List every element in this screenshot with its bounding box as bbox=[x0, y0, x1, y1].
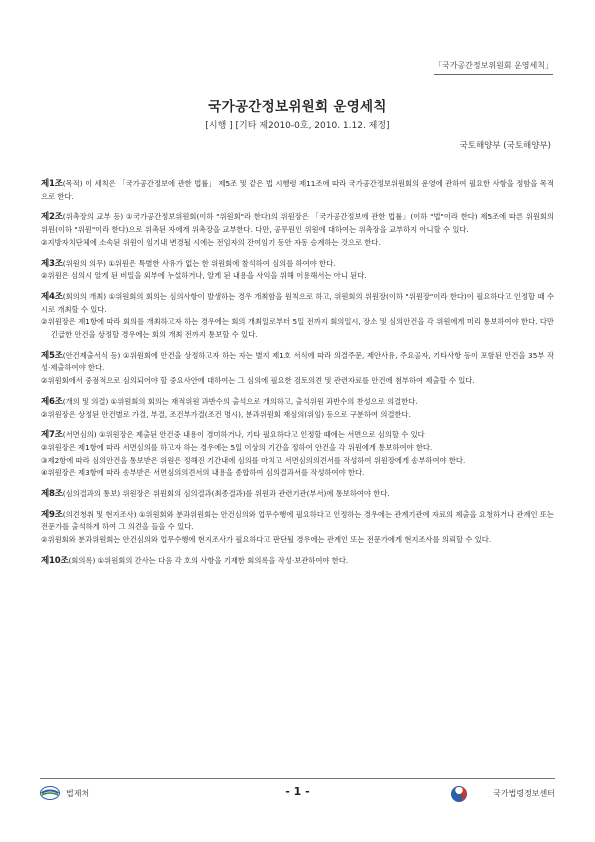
article-paragraph bbox=[41, 178, 554, 203]
article-title: (서면심의) bbox=[62, 430, 97, 440]
article-title: (위촉장의 교부 등) bbox=[62, 212, 124, 222]
article-paragraph bbox=[41, 429, 554, 442]
article-paragraph bbox=[41, 258, 554, 271]
article-title: (회의의 개최) bbox=[62, 291, 107, 301]
article bbox=[41, 350, 554, 388]
article-paragraph bbox=[41, 467, 554, 480]
paragraph-text: ①위원회에 안건을 상정하고자 하는 자는 별지 제1호 서식에 따라 의결주문, 제안사유, 주요골자, 기타사항 등이 포함된 안건을 35부 작성·제출하여야 한다. bbox=[41, 350, 555, 373]
article-paragraph bbox=[41, 442, 554, 455]
article-title: (의견청취 및 현지조사) bbox=[62, 509, 137, 519]
paragraph-text: ②위원회에서 중점적으로 심의되어야 할 중요사안에 대하여는 그 심의에 필요한 검토의견 및 관련자료를 안건에 첨부하여 제출할 수 있다. bbox=[41, 376, 475, 386]
article bbox=[41, 396, 554, 421]
article bbox=[41, 488, 554, 501]
paragraph-text: ②위원장은 상정된 안건별로 가결, 부결, 조건부가결(조건 명시), 분과위원회 재심의(위임) 등으로 구분하여 의결한다. bbox=[41, 409, 411, 419]
page-number: - 1 - bbox=[285, 785, 310, 798]
paragraph-text: ②위원은 심의시 알게 된 비밀을 외부에 누설하거나, 알게 된 내용을 사익을 위해 이용해서는 아니 된다. bbox=[41, 271, 367, 281]
article-number: 제8조 bbox=[41, 489, 63, 500]
article-title: (개의 및 의결) bbox=[62, 396, 109, 406]
article bbox=[41, 178, 554, 203]
article-title: (위원의 의무) bbox=[62, 258, 107, 268]
paragraph-text: ①위원회의 간사는 다음 각 호의 사항을 기재한 회의록을 작성·보관하여야 한다. bbox=[97, 555, 349, 565]
article-number: 제6조 bbox=[41, 396, 63, 407]
article-paragraph bbox=[41, 409, 554, 422]
article bbox=[41, 258, 554, 283]
article-title: (심의결과의 통보) bbox=[62, 489, 121, 499]
paragraph-text: ④위원장은 제3항에 따라 송부받은 서면심의의견서의 내용을 종합하여 심의결과서를 작성하여야 한다. bbox=[41, 468, 365, 478]
enactment-info: [시행 ] [기타 제2010-0호, 2010. 1.12. 제정] bbox=[205, 121, 390, 131]
article-number: 제1조 bbox=[41, 179, 63, 189]
paragraph-text: ②위원회와 분과위원회는 안건심의와 업무수행에 현지조사가 필요하다고 판단될 경우에는 관계인 또는 전문가에게 현지조사를 의뢰할 수 있다. bbox=[41, 535, 492, 545]
footer-center-name: 국가법령정보센터 bbox=[493, 789, 555, 798]
article-number: 제9조 bbox=[41, 509, 63, 520]
article-paragraph bbox=[41, 316, 554, 341]
article-list bbox=[41, 178, 554, 576]
page-title: 국가공간정보위원회 운영세칙 bbox=[208, 99, 387, 115]
article bbox=[41, 555, 554, 568]
paragraph-text: ①위원은 특별한 사유가 없는 한 위원회에 참석하여 심의를 하여야 한다. bbox=[108, 258, 336, 268]
article-number: 제10조 bbox=[41, 555, 69, 566]
article-paragraph bbox=[41, 509, 554, 534]
article-number: 제3조 bbox=[41, 258, 63, 269]
law-center-logo-icon bbox=[451, 786, 467, 802]
footer-divider bbox=[40, 778, 555, 779]
paragraph-text: ①위원회와 분과위원회는 안건심의와 업무수행에 필요하다고 인정하는 경우에는 관계기관에 자료의 제출을 요청하거나 관계인 또는 전문가를 출석하게 하여 그 의견을 들을 수 있다. bbox=[41, 509, 554, 532]
paragraph-text: ①위원회의 회의는 재적위원 과반수의 출석으로 개의하고, 출석위원 과반수의 찬성으로 의결한다. bbox=[110, 396, 418, 406]
footer-source: 법제처 bbox=[66, 789, 90, 798]
ministry-label: 국토해양부 (국토해양부) bbox=[459, 141, 551, 151]
article-paragraph bbox=[41, 211, 554, 236]
article-paragraph bbox=[41, 270, 554, 283]
article-paragraph bbox=[41, 488, 554, 501]
paragraph-text: ②위원장은 제1항에 따라 서면심의를 하고자 하는 경우에는 5일 이상의 기간을 정하여 안건을 각 위원에게 통보하여야 한다. bbox=[41, 442, 433, 452]
paragraph-text: ③제2항에 따라 심의안건을 통보받은 위원은 정해진 기간내에 심의를 마치고 서면심의의견서를 작성하여 위원장에게 송부하여야 한다. bbox=[41, 455, 466, 465]
article-number: 제4조 bbox=[41, 291, 63, 302]
article-number: 제7조 bbox=[41, 430, 63, 441]
paragraph-text: ①위원장은 제출된 안건중 내용이 경미하거나, 기타 필요하다고 인정할 때에는 서면으로 심의할 수 있다 bbox=[98, 430, 425, 440]
paragraph-text: ②위원장은 제1항에 따라 회의를 개최하고자 하는 경우에는 회의 개최일로부터 5일 전까지 회의일시, 장소 및 심의안건을 각 위원에게 미리 통보하여야 한다. 다만 긴급한 안건을 상정할 경우에는 회의 개최 전까지 통보할 수 있다. bbox=[41, 317, 554, 340]
article-number: 제2조 bbox=[41, 212, 63, 223]
article-paragraph bbox=[41, 350, 554, 375]
article-paragraph bbox=[41, 455, 554, 468]
article-title: (목적) bbox=[62, 179, 83, 188]
paragraph-text: 위원장은 위원회의 심의결과(최종결과)를 위원과 관련기관(부서)에 통보하여야 한다. bbox=[122, 489, 390, 499]
article bbox=[41, 509, 554, 547]
article-title: (안건제출서식 등) bbox=[62, 350, 121, 360]
paragraph-text: ①국가공간정보위원회(이하 "위원회"라 한다)의 위원장은 「국가공간정보에 관한 법률」(이하 "법"이라 한다) 제5조에 따른 위원회의 위원(이하 "위원"이라 한다)으로 위촉된 자에게 위촉장을 교부한다. 다만, 공무원인 위원에 대하여는 위촉장을 교부하지 아니할 수 있다. bbox=[41, 212, 554, 235]
article bbox=[41, 429, 554, 480]
paragraph-text: ①위원회의 회의는 심의사항이 발생하는 경우 개최함을 원칙으로 하고, 위원회의 위원장(이하 "위원장"이라 한다)이 필요하다고 인정할 때 수시로 개최할 수 있다. bbox=[41, 291, 554, 314]
article-paragraph bbox=[41, 396, 554, 409]
paragraph-text: ②지방자치단체에 소속된 위원이 임기내 변경될 시에는 전임자의 잔여임기 동안 자동 승계하는 것으로 한다. bbox=[41, 237, 381, 247]
article bbox=[41, 291, 554, 342]
article-title: (회의록) bbox=[68, 555, 96, 565]
article-paragraph bbox=[41, 237, 554, 250]
paragraph-text: 이 세칙은 「국가공간정보에 관한 법률」 제5조 및 같은 법 시행령 제11조에 따라 국가공간정보위원회의 운영에 관하여 필요한 사항을 정함을 목적으로 한다. bbox=[41, 179, 554, 201]
article bbox=[41, 211, 554, 249]
article-paragraph bbox=[41, 534, 554, 547]
article-paragraph bbox=[41, 291, 554, 316]
page-footer bbox=[40, 778, 555, 802]
header-tag: 「국가공간정보위원회 운영세칙」 bbox=[434, 60, 553, 75]
article-paragraph bbox=[41, 375, 554, 388]
article-paragraph bbox=[41, 555, 554, 568]
article-number: 제5조 bbox=[41, 350, 63, 361]
